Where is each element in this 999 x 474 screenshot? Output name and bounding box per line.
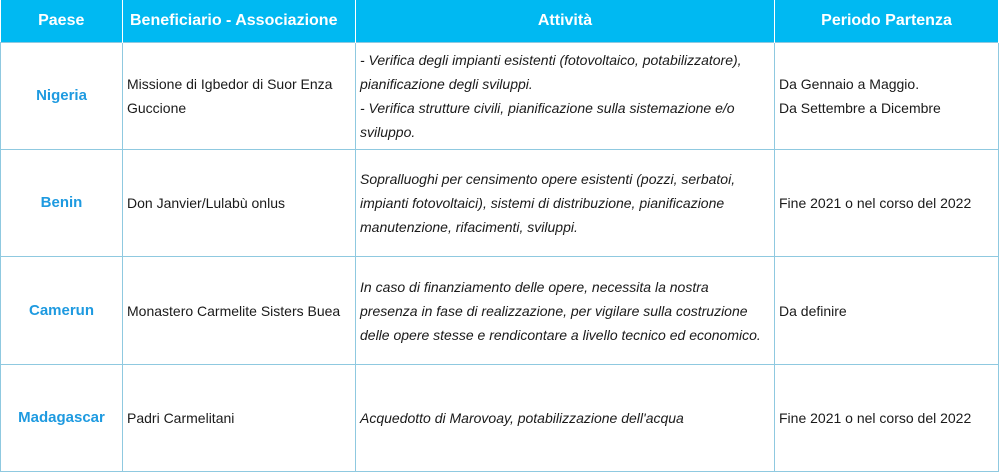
beneficiario-cell: Padri Carmelitani [123,365,356,472]
periodo-cell [775,365,999,472]
attivita-cell [356,43,775,150]
attivita-line: Sopralluoghi per censimento opere esistenti (pozzi, serbatoi, impianti fotovoltaici), sistemi di distribuzione, pianificazione manutenzione, rifacimenti, sviluppi. [360,171,736,235]
header-beneficiario: Beneficiario - Associazione [123,0,356,43]
attivita-line: Acquedotto di Marovoay, potabilizzazione dell'acqua [360,410,684,426]
periodo-line: Da Gennaio a Maggio. [779,76,920,92]
header-attivita: Attività [356,0,775,43]
periodo-cell [775,43,999,150]
beneficiario-cell: Monastero Carmelite Sisters Buea [123,257,356,365]
header-periodo: Periodo Partenza [775,0,999,43]
attivita-cell [356,365,775,472]
paese-cell: Camerun [1,257,123,365]
beneficiario-cell: Don Janvier/Lulabù onlus [123,150,356,257]
table-row [1,257,999,365]
table-row [1,365,999,472]
paese-cell: Madagascar [1,365,123,472]
periodo-line: Da definire [779,302,847,319]
header-row [1,0,999,43]
paese-cell: Nigeria [1,43,123,150]
periodo-line: Fine 2021 o nel corso del 2022 [779,410,972,426]
header-paese: Paese [1,0,123,43]
paese-cell: Benin [1,150,123,257]
attivita-cell [356,150,775,257]
attivita-cell [356,257,775,365]
table-row [1,150,999,257]
periodo-cell [775,257,999,365]
attivita-line: - Verifica degli impianti esistenti (fotovoltaico, potabilizzatore), pianificazione degli sviluppi. [360,52,742,92]
periodo-line: Da Settembre a Dicembre [779,100,941,116]
attivita-line: - Verifica strutture civili, pianificazione sulla sistemazione e/o sviluppo. [360,100,735,140]
table-row [1,43,999,150]
attivita-line: In caso di finanziamento delle opere, necessita la nostra presenza in fase di realizzazione, per vigilare sulla costruzione delle opere stesse e rendicontare a livello tecnico ed economico. [360,278,761,343]
beneficiario-cell: Missione di Igbedor di Suor Enza Guccione [123,43,356,150]
periodo-cell [775,150,999,257]
periodo-line: Fine 2021 o nel corso del 2022 [779,195,972,211]
